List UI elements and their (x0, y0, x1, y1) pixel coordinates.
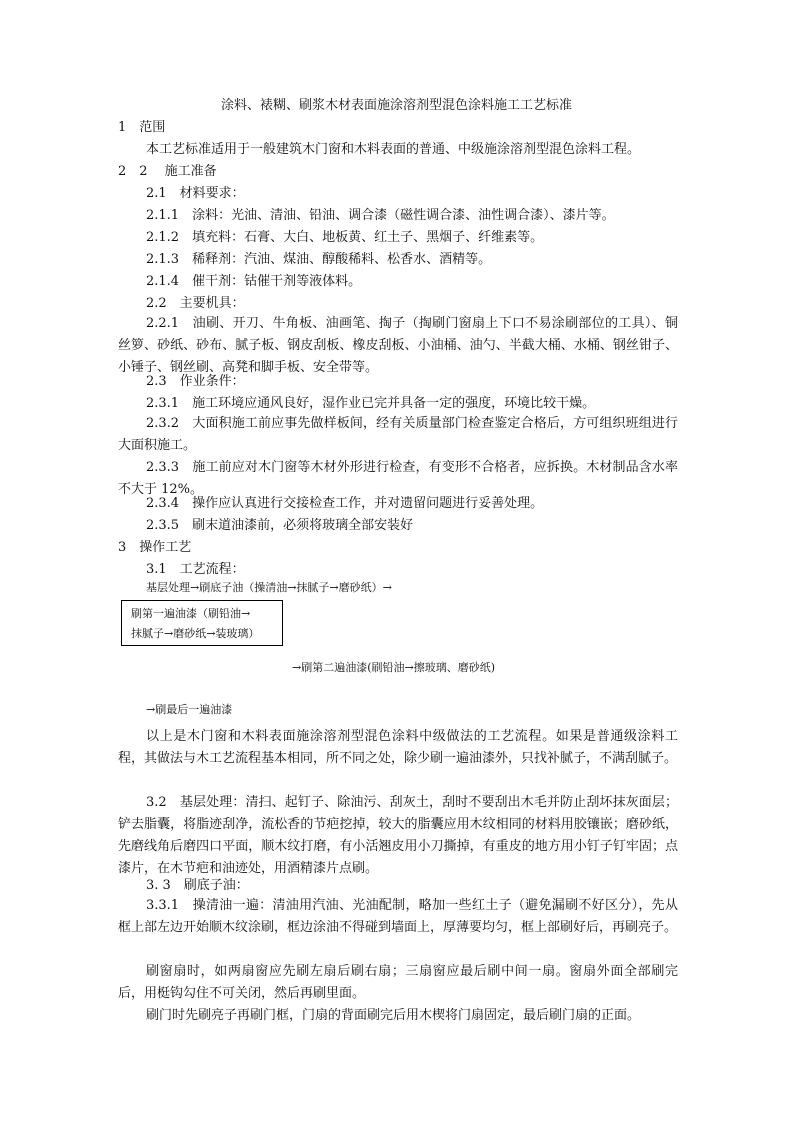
section-2-2: 2.2 主要机具： (146, 296, 245, 311)
section-2-3-1: 2.3.1 施工环境应通风良好，湿作业已完并具备一定的强度，环境比较干燥。 (146, 396, 596, 411)
section-2-3-5: 2.3.5 刷末道油漆前，必须将玻璃全部安装好 (146, 518, 414, 533)
section-2-1-3: 2.1.3 稀释剂：汽油、煤油、醇酸稀料、松香水、酒精等。 (146, 252, 492, 267)
section-2-1: 2.1 材料要求： (146, 186, 245, 201)
process-flow-step-3: →刷第二遍油漆(刷铅油→擦玻璃、磨砂纸) (292, 661, 496, 674)
section-1-body: 本工艺标准适用于一般建筑木门窗和木料表面的普通、中级施涂溶剂型混色涂料工程。 (146, 142, 641, 157)
section-3-3: 3. 3 刷底子油： (146, 878, 249, 893)
section-3-heading: 3 操作工艺 (118, 540, 192, 555)
section-3-3-window: 刷窗扇时，如两扇窗应先刷左扇后刷右扇；三扇窗应最后刷中间一扇。窗扇外面全部刷完后，用梃钩勾住不可关闭，然后再刷里面。 (118, 964, 678, 1001)
section-3-2: 3.2 基层处理：清扫、起钉子、除油污、刮灰土，刮时不要刮出木毛并防止刮坏抹灰面层；铲去脂囊，将脂迹刮净，流松香的节疤挖掉，较大的脂囊应用木纹相同的材料用胶镶嵌；磨砂纸，先磨线角后磨四口平面，顺木纹打磨，有小活翘皮用小刀撕掉，有重皮的地方用小钉子钉牢固；点漆片，在木节疤和油迹处，用酒精漆片点刷。 (118, 795, 678, 876)
section-3-3-door: 刷门时先刷亮子再刷门框，门扇的背面刷完后用木楔将门扇固定，最后刷门扇的正面。 (146, 1008, 641, 1023)
section-2-1-1: 2.1.1 涂料：光油、清油、铅油、调合漆（磁性调合漆、油性调合漆）、漆片等。 (146, 208, 615, 223)
section-3-3-1: 3.3.1 操清油一遍：清油用汽油、光油配制，略加一些红土子（避免漏刷不好区分），先从框上部左边开始顺木纹涂刷，框边涂油不得碰到墙面上，厚薄要均匀，框上部刷好后，再刷亮子。 (118, 898, 678, 935)
section-2-3-3: 2.3.3 施工前应对木门窗等木材外形进行检查，有变形不合格者，应拆换。木材制品含水率不大于 12%。 (118, 460, 678, 497)
process-flow-step-1: 基层处理→刷底子油（操清油→抹腻子→磨砂纸）→ (146, 581, 392, 594)
section-2-1-4: 2.1.4 催干剂：钴催干剂等液体料。 (146, 274, 362, 289)
document-title: 涂料、裱糊、刷浆木材表面施涂溶剂型混色涂料施工工艺标准 (220, 98, 572, 113)
section-2-1-2: 2.1.2 填充料：石膏、大白、地板黄、红土子、黑烟子、纤维素等。 (146, 230, 544, 245)
section-3-1-note: 以上是木门窗和木料表面施涂溶剂型混色涂料中级做法的工艺流程。如果是普通级涂料工程，其做法与木工艺流程基本相同，所不同之处，除少刷一遍油漆外，只找补腻子，不满刮腻子。 (118, 729, 678, 766)
section-2-3: 2.3 作业条件： (146, 374, 245, 389)
section-2-2-1: 2.2.1 油刷、开刀、牛角板、油画笔、掏子（掏刷门窗扇上下口不易涂刷部位的工具）、铜丝箩、砂纸、砂布、腻子板、钢皮刮板、橡皮刮板、小油桶、油勺、半截大桶、水桶、钢丝钳子、小锤子、钢丝刷、高凳和脚手板、安全带等。 (118, 316, 678, 375)
section-2-heading: 2 2 施工准备 (118, 164, 217, 179)
section-3-1: 3.1 工艺流程： (146, 562, 245, 577)
process-flow-box-line-2: 抹腻子→磨砂纸→装玻璃） (131, 627, 260, 640)
process-flow-box-line-1: 刷第一遍油漆（刷铅油→ (131, 607, 251, 620)
process-flow-step-4: →刷最后一遍油漆 (146, 703, 233, 716)
section-2-3-2: 2.3.2 大面积施工前应事先做样板间，经有关质量部门检查鉴定合格后，方可组织班组进行大面积施工。 (118, 416, 678, 453)
process-flow-box (121, 600, 283, 646)
section-1-heading: 1 范围 (118, 120, 166, 135)
section-2-3-4: 2.3.4 操作应认真进行交接检查工作，并对遗留问题进行妥善处理。 (146, 496, 544, 511)
